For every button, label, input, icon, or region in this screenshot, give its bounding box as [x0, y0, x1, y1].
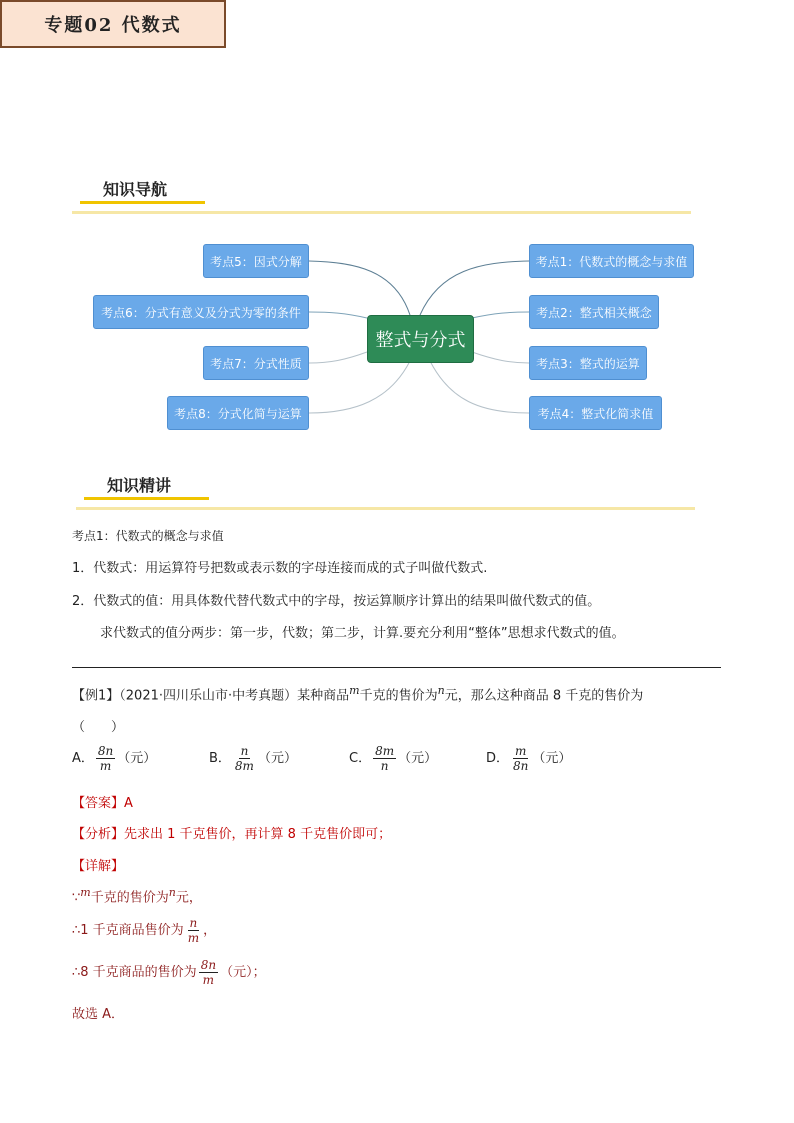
solution-step-2: ∴1 千克商品售价为 $\frac{n}{m}$ ， — [72, 916, 217, 945]
mindmap-node-point6: 考点6：分式有意义及分式为零的条件 — [93, 295, 309, 329]
definition-item-2: 2．代数式的值：用具体数代替代数式中的字母，按运算顺序计算出的结果叫做代数式的值。 — [72, 594, 601, 609]
connector-left-8 — [309, 361, 410, 413]
definition-item-3: 求代数式的值分两步：第一步，代数；第二步，计算.要充分利用“整体”思想求代数式的值。 — [100, 626, 625, 641]
solution-step-1: ∵$^m$千克的售价为$^n$元， — [72, 886, 202, 906]
connector-right-2 — [472, 312, 529, 318]
option-d-fraction: $\frac{m}{8n}$ — [513, 744, 529, 773]
section-divider — [76, 507, 695, 510]
section-underline — [84, 497, 209, 500]
mindmap-node-point3: 考点3：整式的运算 — [529, 346, 647, 380]
detail-label: 【详解】 — [72, 859, 125, 874]
connector-right-3 — [472, 352, 529, 363]
option-d: D． $\frac{m}{8n}$ （元） — [486, 744, 572, 773]
mindmap-node-point5: 考点5：因式分解 — [203, 244, 309, 278]
variable-n: n — [437, 684, 445, 697]
mindmap-node-point4: 考点4：整式化简求值 — [529, 396, 662, 430]
mindmap-center-node: 整式与分式 — [367, 315, 474, 363]
option-c: C． $\frac{8m}{n}$ （元） — [349, 744, 438, 773]
connector-left-7 — [309, 352, 367, 363]
page-title: 专题02 代数式 — [0, 0, 226, 48]
example-label: 【例1】 — [72, 688, 120, 704]
option-a-fraction: $\frac{8n}{m}$ — [97, 744, 114, 773]
analysis-line — [72, 823, 391, 842]
option-b: B． $\frac{n}{8m}$ （元） — [209, 744, 297, 773]
step3-fraction: $\frac{8n}{m}$ — [200, 958, 217, 987]
analysis-label: 【分析】 — [72, 827, 125, 842]
mindmap-node-point7: 考点7：分式性质 — [203, 346, 309, 380]
answer-label: 【答案】 — [72, 796, 125, 811]
connector-right-1 — [420, 261, 529, 315]
mindmap-connectors — [0, 0, 794, 460]
section-heading-lecture: 知识精讲 — [107, 476, 172, 495]
step2-fraction: $\frac{n}{m}$ — [187, 916, 200, 945]
definition-item-1: 1．代数式：用运算符号把数或表示数的字母连接而成的式子叫做代数式. — [72, 561, 488, 576]
option-b-fraction: $\frac{n}{8m}$ — [234, 744, 254, 773]
point-title: 考点1：代数式的概念与求值 — [72, 529, 224, 543]
solution-step-3: ∴8 千克商品的售价为 $\frac{8n}{m}$ （元）； — [72, 958, 266, 987]
solution-conclusion: 故选 A． — [72, 1007, 125, 1022]
mindmap-node-point2: 考点2：整式相关概念 — [529, 295, 659, 329]
section-heading-nav: 知识导航 — [103, 180, 168, 199]
analysis-text: 先求出 1 千克售价，再计算 8 千克售价即可； — [124, 827, 392, 842]
example-source: （2021·四川乐山市·中考真题） — [119, 688, 298, 704]
answer-blank: （ ） — [72, 720, 125, 735]
answer-value: A — [124, 796, 133, 811]
connector-left-5 — [309, 261, 410, 315]
option-a: A． $\frac{8n}{m}$ （元） — [72, 744, 157, 773]
horizontal-rule — [72, 667, 721, 668]
mindmap-node-point1: 考点1：代数式的概念与求值 — [529, 244, 694, 278]
answer-line — [72, 792, 133, 811]
mindmap-node-point8: 考点8：分式化简与运算 — [167, 396, 309, 430]
option-c-fraction: $\frac{8m}{n}$ — [375, 744, 395, 773]
connector-right-4 — [430, 361, 529, 413]
variable-m: m — [349, 684, 360, 697]
example-question: 【例1】（2021·四川乐山市·中考真题）某种商品$^m$千克的售价为$^n$元，那么这种商品 8 千克的售价为 — [72, 684, 644, 704]
connector-left-6 — [309, 312, 367, 318]
